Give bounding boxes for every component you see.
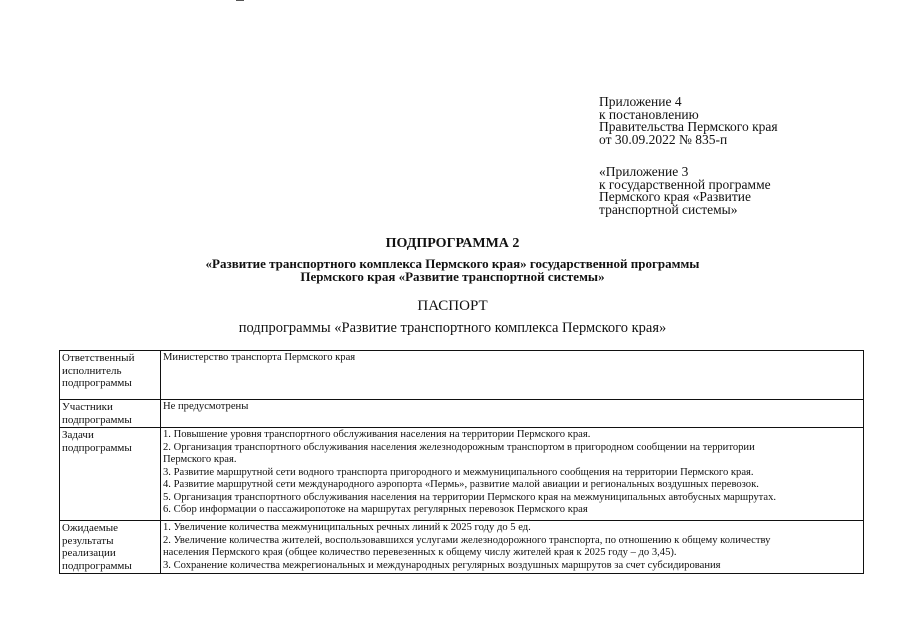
appendix-3-line: Пермского края «Развитие (599, 189, 751, 204)
subprogram-name-line: Пермского края «Развитие транспортной системы» (300, 269, 605, 284)
row-label-line: Ожидаемые (62, 522, 119, 534)
appendix-3-header (599, 166, 771, 216)
subprogram-name (0, 257, 905, 283)
row-value-line: Министерство транспорта Пермского края (163, 352, 356, 363)
passport-table (59, 350, 864, 574)
row-value-line: Пермского края. (163, 454, 237, 465)
row-value-line: 1. Повышение уровня транспортного обслуживания населения на территории Пермского края. (163, 429, 591, 440)
row-label-line: подпрограммы (62, 377, 132, 389)
row-label (60, 521, 161, 574)
appendix-4-line: Правительства Пермского края (599, 119, 778, 134)
row-label (60, 351, 161, 400)
row-value (161, 400, 864, 428)
appendix-4-header (599, 96, 778, 146)
row-value-line: 1. Увеличение количества межмуниципальных речных линий к 2025 году до 5 ед. (163, 522, 531, 533)
row-label-line: реализации (62, 547, 116, 559)
table-row (60, 428, 864, 521)
table-row (60, 521, 864, 574)
row-value (161, 351, 864, 400)
row-label-line: Задачи (62, 429, 94, 441)
row-value-line: населения Пермского края (общее количество перевезенных к общему числу жителей края к 2025 году – до 3,45). (163, 547, 677, 558)
passport-subtitle: подпрограммы «Развитие транспортного комплекса Пермского края» (238, 320, 667, 336)
row-value-line: 3. Развитие маршрутной сети водного транспорта пригородного и межмуниципального сообщения на территории Пермского края. (163, 466, 754, 478)
row-value-line: 2. Увеличение количества жителей, воспользовавшихся услугами железнодорожного транспорта, по отношению к общему количеству (163, 534, 771, 546)
subprogram-name-line: «Развитие транспортного комплекса Пермского края» государственной программы (205, 256, 700, 271)
row-value (161, 521, 864, 574)
row-value-line: 6. Сбор информации о пассажиропотоке на маршрутах регулярных перевозок Пермского края (163, 504, 588, 515)
appendix-3-line: транспортной системы» (599, 201, 738, 217)
row-label-line: подпрограммы (62, 441, 132, 454)
row-label-line: Ответственный (62, 352, 135, 364)
row-label (60, 428, 161, 521)
row-label (60, 400, 161, 428)
row-value-line: 5. Организация транспортного обслуживания населения на территории Пермского края на межмуниципальных автобусных маршрутах. (163, 491, 777, 503)
appendix-4-line: к постановлению (599, 106, 699, 122)
passport-title: ПАСПОРТ (417, 298, 488, 314)
appendix-3-line: к государственной программе (599, 176, 771, 192)
row-value (161, 428, 864, 521)
row-value-line: 3. Сохранение количества межрегиональных и международных регулярных воздушных маршрутов за счет субсидирования (163, 559, 721, 571)
subprogram-title: ПОДПРОГРАММА 2 (385, 236, 520, 251)
row-label-line: результаты (62, 534, 114, 547)
table-row (60, 400, 864, 428)
row-value-line: 4. Развитие маршрутной сети международного аэропорта «Пермь», развитие малой авиации и региональных воздушных перевозок. (163, 479, 759, 490)
row-label-line: подпрограммы (62, 559, 132, 572)
row-label-line: подпрограммы (62, 413, 132, 426)
row-value-line: Не предусмотрены (163, 401, 249, 412)
scan-mark (236, 0, 244, 1)
row-label-line: исполнитель (62, 364, 122, 377)
table-row (60, 351, 864, 400)
appendix-4-line: от 30.09.2022 № 835-п (599, 131, 728, 147)
row-label-line: Участники (62, 401, 113, 413)
row-value-line: 2. Организация транспортного обслуживания населения железнодорожным транспортом в пригородном сообщении на территории (163, 441, 755, 453)
appendix-3-line: «Приложение 3 (599, 164, 689, 179)
appendix-4-line: Приложение 4 (599, 94, 682, 109)
